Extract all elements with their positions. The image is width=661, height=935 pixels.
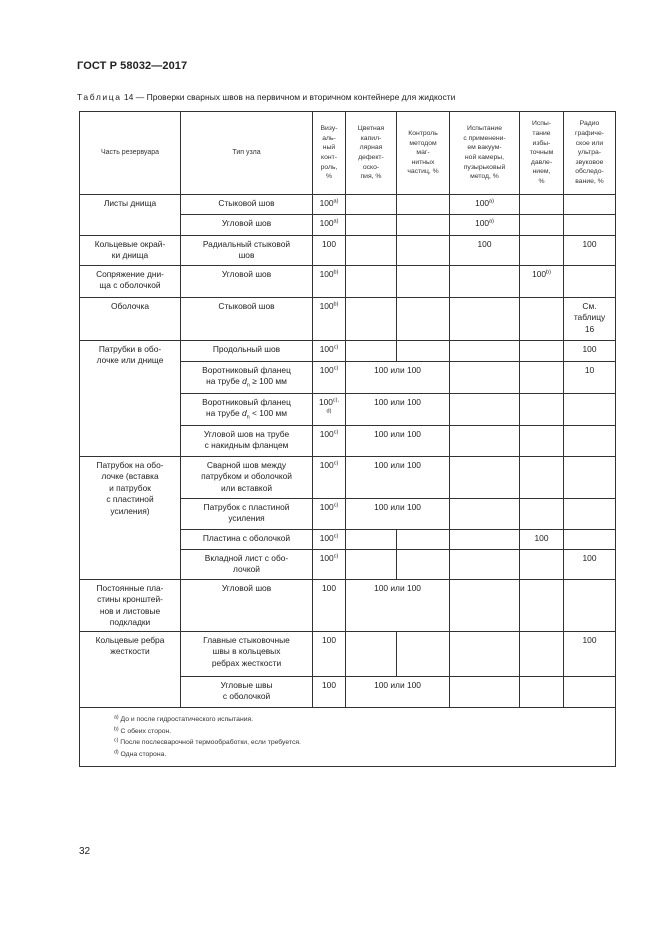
table-row (80, 266, 616, 298)
type-cell (181, 457, 313, 499)
col-pressure-header (520, 112, 564, 195)
inspection-table (79, 111, 616, 767)
footnote-ref: b) (333, 301, 339, 308)
part-cell (80, 580, 181, 632)
vacuum-cell (450, 266, 520, 298)
visual-cell (313, 632, 346, 677)
footnote-text: С обеих сторон. (120, 727, 172, 735)
value: 100 или 100 (374, 680, 421, 690)
magnetic-cell (397, 236, 450, 266)
table-row (80, 632, 616, 677)
value: 100 (319, 429, 334, 439)
part-cell (80, 457, 181, 580)
part-text: Кольцевые ребра жесткости (95, 635, 165, 657)
footnote-mark: b) (114, 726, 119, 733)
standard-header: ГОСТ Р 58032—2017 (77, 60, 188, 72)
magnetic-cell (397, 530, 450, 550)
part-text: Патрубки в обо- лочке или днище (96, 344, 164, 366)
type-text: Патрубок с пластиной усиления (203, 502, 290, 524)
col-capillary-header (346, 112, 397, 195)
footnote-ref: c) (333, 365, 339, 372)
visual-cell (313, 266, 346, 298)
value: 100 (322, 583, 336, 593)
footnote-ref: a) (489, 218, 494, 225)
value: 100 (582, 553, 597, 563)
vacuum-cell (450, 677, 520, 708)
value: 100 или 100 (374, 502, 421, 512)
footnote (80, 714, 615, 726)
part-text: Патрубок на обо- лочке (вставка и патрубок с пластиной усиления) (96, 460, 164, 516)
footnote-ref: c) (333, 502, 339, 509)
pressure-cell (520, 530, 564, 550)
capillary-cell (346, 195, 397, 215)
pressure-cell (520, 236, 564, 266)
part-text: Кольцевые окрай- ки днища (94, 239, 166, 261)
vacuum-cell (450, 530, 520, 550)
pressure-cell (520, 195, 564, 215)
value: 100 (475, 218, 490, 228)
value: 100 или 100 (374, 460, 421, 470)
table-row (80, 236, 616, 266)
type-text: Угловой шов (221, 269, 272, 279)
type-cell (181, 236, 313, 266)
footnote-ref: c), (332, 397, 340, 404)
col-type-header: Тип узла (181, 112, 313, 195)
value: 100 (534, 533, 549, 543)
vacuum-cell (450, 426, 520, 457)
value: 100 или 100 (374, 429, 421, 439)
col-radio-header (564, 112, 616, 195)
capillary-cell (346, 266, 397, 298)
pressure-cell (520, 550, 564, 580)
capillary-cell (346, 215, 397, 236)
type-text: Угловой шов (221, 218, 272, 228)
pressure-cell (520, 580, 564, 632)
pressure-cell (520, 394, 564, 426)
type-text-suffix: < 100 мм (249, 408, 288, 419)
value: 100 (319, 344, 334, 354)
type-text: Вкладной лист с обо- лочкой (204, 553, 289, 575)
magnetic-cell (397, 215, 450, 236)
value: 100 (319, 269, 334, 279)
table-row (80, 195, 616, 215)
type-cell (181, 266, 313, 298)
visual-cell (313, 580, 346, 632)
footnotes-cell (80, 708, 616, 767)
value: 100 (582, 344, 597, 354)
value: 100 (319, 198, 334, 208)
capillary-magnetic-cell (346, 580, 450, 632)
visual-cell (313, 341, 346, 362)
vacuum-cell (450, 394, 520, 426)
type-text: Продольный шов (212, 344, 281, 354)
footnotes-row (80, 708, 616, 767)
value: 100 (322, 635, 336, 645)
footnote-ref: b) (333, 269, 339, 276)
type-cell (181, 499, 313, 530)
radio-cell (564, 426, 616, 457)
col-magnetic-header (397, 112, 450, 195)
pressure-cell (520, 677, 564, 708)
magnetic-cell (397, 341, 450, 362)
footnote-ref: c) (333, 429, 339, 436)
magnetic-cell (397, 632, 450, 677)
vacuum-cell (450, 632, 520, 677)
radio-cell (564, 530, 616, 550)
visual-cell (313, 457, 346, 499)
part-cell (80, 195, 181, 236)
col-radio-text: Радио графиче- ское или ультра- звуковое обследо- вание, % (574, 120, 604, 185)
radio-cell (564, 457, 616, 499)
type-text-suffix: ≥ 100 мм (249, 376, 287, 387)
footnote-mark: a) (114, 714, 119, 721)
caption-label: Таблица (77, 92, 122, 102)
type-cell (181, 341, 313, 362)
vacuum-cell (450, 499, 520, 530)
type-text: Стыковой шов (218, 198, 275, 208)
type-cell (181, 394, 313, 426)
type-cell (181, 215, 313, 236)
col-vacuum-header (450, 112, 520, 195)
footnote-ref: a) (333, 218, 339, 225)
radio-cell (564, 550, 616, 580)
pressure-cell (520, 499, 564, 530)
part-text: Постоянные пла- стины кронштей- нов и листовые подкладки (96, 583, 164, 628)
capillary-magnetic-cell (346, 457, 450, 499)
radio-cell (564, 298, 616, 341)
visual-cell (313, 394, 346, 426)
vacuum-cell (450, 457, 520, 499)
footnote-ref: d) (326, 408, 332, 415)
header-row (80, 112, 616, 195)
visual-cell (313, 298, 346, 341)
type-text: Радиальный стыковой шов (202, 239, 291, 261)
visual-cell (313, 550, 346, 580)
magnetic-cell (397, 266, 450, 298)
radio-cell (564, 266, 616, 298)
pressure-cell (520, 298, 564, 341)
footnote-text: Одна сторона. (120, 750, 167, 758)
type-cell (181, 298, 313, 341)
visual-cell (313, 499, 346, 530)
col-capillary-text: Цветная капил- лярная дефект- оско- пия, % (357, 125, 385, 181)
vacuum-cell (450, 195, 520, 215)
radio-cell (564, 580, 616, 632)
diameter-symbol: d (242, 376, 247, 387)
capillary-magnetic-cell (346, 426, 450, 457)
value: 100 (319, 460, 334, 470)
value: 100 или 100 (374, 397, 421, 407)
footnote (80, 737, 615, 749)
col-magnetic-text: Контроль методом маг- нитных частиц, % (407, 130, 439, 176)
visual-cell (313, 195, 346, 215)
caption-text: — Проверки сварных швов на первичном и вторичном контейнере для жидкости (135, 92, 456, 102)
value: 100 (319, 218, 334, 228)
vacuum-cell (450, 580, 520, 632)
radio-cell (564, 362, 616, 394)
value: 100 (322, 680, 336, 690)
type-text: Главные стыковочные швы в кольцевых ребрах жесткости (203, 635, 290, 668)
page-number: 32 (79, 846, 91, 857)
visual-cell (313, 426, 346, 457)
magnetic-cell (397, 195, 450, 215)
caption-number: 14 (123, 92, 134, 102)
pressure-cell (520, 341, 564, 362)
value: 100 (318, 397, 333, 407)
vacuum-cell (450, 341, 520, 362)
footnote-ref: c) (333, 553, 339, 560)
type-cell (181, 362, 313, 394)
value: 100 (319, 365, 334, 375)
pressure-cell (520, 362, 564, 394)
vacuum-cell (450, 550, 520, 580)
visual-cell (313, 677, 346, 708)
type-text: Угловой шов на трубе с накидным фланцем (203, 429, 290, 451)
footnote (80, 749, 615, 761)
value: 100 (532, 269, 547, 279)
part-cell (80, 236, 181, 266)
radio-cell (564, 236, 616, 266)
col-pressure-text: Испы- тание избы- точным давле- нием, % (529, 120, 554, 185)
radio-cell (564, 341, 616, 362)
radio-cell (564, 677, 616, 708)
value: 100 (322, 239, 336, 249)
type-text: Угловые швы с оболочкой (220, 680, 273, 702)
footnote-ref: a) (489, 198, 494, 205)
value: 100 или 100 (374, 365, 421, 375)
footnote-text: После послесварочной термообработки, если требуется. (120, 739, 301, 747)
capillary-cell (346, 236, 397, 266)
footnote (80, 726, 615, 738)
type-cell (181, 632, 313, 677)
pressure-cell (520, 215, 564, 236)
capillary-cell (346, 530, 397, 550)
vacuum-cell (450, 298, 520, 341)
type-cell (181, 677, 313, 708)
type-text: Стыковой шов (218, 301, 275, 311)
type-cell (181, 195, 313, 215)
capillary-magnetic-cell (346, 394, 450, 426)
type-cell (181, 530, 313, 550)
part-cell (80, 341, 181, 457)
capillary-magnetic-cell (346, 499, 450, 530)
radio-cell (564, 394, 616, 426)
capillary-cell (346, 341, 397, 362)
visual-cell (313, 362, 346, 394)
pressure-cell (520, 457, 564, 499)
capillary-cell (346, 550, 397, 580)
visual-cell (313, 236, 346, 266)
magnetic-cell (397, 550, 450, 580)
vacuum-cell (450, 215, 520, 236)
vacuum-cell (450, 362, 520, 394)
type-text: Воротниковый фланец на трубе (202, 365, 291, 387)
table-row (80, 580, 616, 632)
pressure-cell (520, 632, 564, 677)
value: 100 (319, 502, 334, 512)
type-text: Сварной шов между патрубком и оболочкой или вставкой (201, 460, 292, 493)
value: 100 (582, 239, 597, 249)
capillary-magnetic-cell (346, 677, 450, 708)
part-text: Оболочка (110, 301, 150, 311)
pressure-cell (520, 426, 564, 457)
type-text: Угловой шов (221, 583, 272, 593)
value: 100 (477, 239, 492, 249)
footnote-mark: d) (114, 749, 119, 756)
col-part-header: Часть резервуара (80, 112, 181, 195)
value: 100 или 100 (374, 583, 421, 593)
table-row (80, 298, 616, 341)
radio-cell (564, 215, 616, 236)
value: См. таблицу 16 (573, 301, 606, 334)
value: 100 (475, 198, 490, 208)
diameter-symbol: d (241, 408, 247, 419)
footnote-text: До и после гидростатического испытания. (120, 716, 254, 723)
capillary-cell (346, 632, 397, 677)
radio-cell (564, 499, 616, 530)
footnote-mark: c) (114, 737, 119, 744)
value: 10 (584, 365, 595, 375)
vacuum-cell (450, 236, 520, 266)
radio-cell (564, 632, 616, 677)
capillary-cell (346, 298, 397, 341)
part-cell (80, 298, 181, 341)
type-cell (181, 580, 313, 632)
type-text: Пластина с оболочкой (202, 533, 291, 543)
table-row (80, 341, 616, 362)
magnetic-cell (397, 298, 450, 341)
footnote-ref: a) (333, 198, 339, 205)
radio-cell (564, 195, 616, 215)
pressure-cell (520, 266, 564, 298)
footnote-ref: c) (333, 533, 339, 540)
col-visual-text: Визу- аль- ный конт- роль, % (320, 125, 338, 181)
part-text: Листы днища (103, 198, 157, 208)
visual-cell (313, 530, 346, 550)
type-text: Воротниковый фланец на трубе (202, 397, 291, 419)
footnote-ref: c) (333, 460, 339, 467)
value: 100 (319, 533, 334, 543)
part-cell (80, 266, 181, 298)
table-caption (77, 92, 617, 102)
table-row (80, 457, 616, 499)
capillary-magnetic-cell (346, 362, 450, 394)
value: 100 (582, 635, 597, 645)
part-text: Сопряжение дни- ща с оболочкой (96, 269, 164, 291)
footnote-ref: c) (333, 344, 339, 351)
value: 100 (319, 301, 334, 311)
diameter-subscript: n (246, 383, 250, 390)
diameter-subscript: n (246, 415, 250, 422)
type-cell (181, 426, 313, 457)
visual-cell (313, 215, 346, 236)
col-vacuum-text: Испытание с применени- ем вакуум- ной камеры, пузырьковый метод, % (463, 125, 506, 181)
type-cell (181, 550, 313, 580)
value: 100 (319, 553, 334, 563)
col-visual-header (313, 112, 346, 195)
part-cell (80, 632, 181, 708)
footnote-ref: b) (546, 269, 551, 276)
